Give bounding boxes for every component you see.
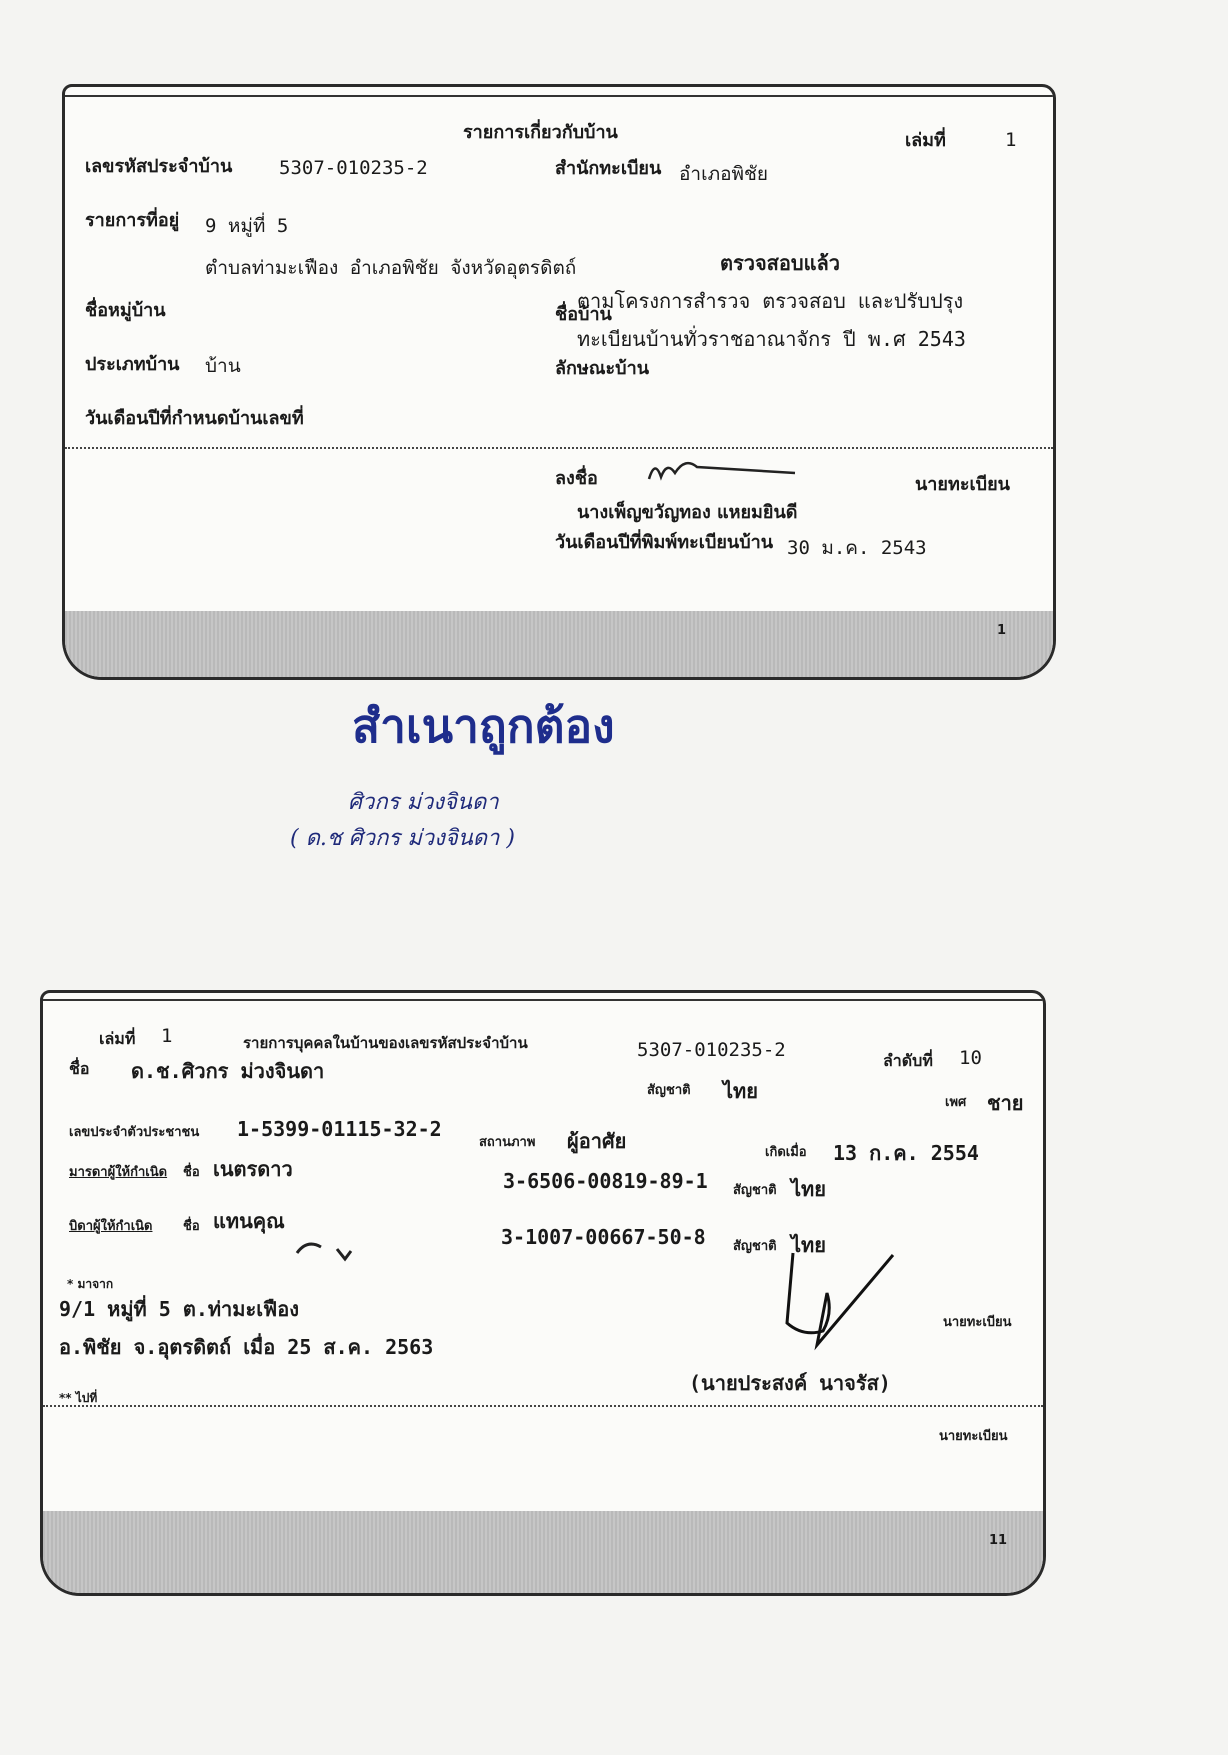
father-id: 3-1007-00667-50-8 [501, 1225, 706, 1249]
person-details-card [40, 990, 1046, 1596]
volume-label: เล่มที่ [99, 1029, 136, 1048]
moved-from-line2: อ.พิชัย จ.อุตรดิตถ์ เมื่อ 25 ส.ค. 2563 [59, 1335, 434, 1359]
registrar-name: (นายประสงค์ นาจรัส) [689, 1371, 891, 1395]
address-label: รายการที่อยู่ [85, 210, 180, 231]
sex-value: ชาย [987, 1091, 1024, 1115]
mother-nationality: ไทย [791, 1177, 826, 1201]
father-name-label: ชื่อ [183, 1219, 200, 1234]
card-dotted-divider [43, 1405, 1043, 1407]
citizen-id-label: เลขประจำตัวประชาชน [69, 1125, 200, 1140]
certifier-signature: ศิวกร ม่วงจินดา [348, 790, 499, 815]
verified-stamp-line3: ทะเบียนบ้านทั่วราชอาณาจักร ปี พ.ศ 2543 [577, 327, 966, 351]
mother-label: มารดาผู้ให้กำเนิด [69, 1165, 168, 1180]
certified-copy-stamp: สำเนาถูกต้อง [352, 699, 615, 753]
citizen-id-value: 1-5399-01115-32-2 [237, 1117, 442, 1141]
page-number: 11 [989, 1533, 1008, 1548]
nationality-value: ไทย [723, 1079, 758, 1103]
moved-from-label: * มาจาก [67, 1277, 114, 1291]
moved-to-label: ** ไปที่ [59, 1391, 98, 1405]
certifier-name: ( ด.ช ศิวกร ม่วงจินดา ) [290, 826, 515, 851]
born-label: เกิดเมื่อ [765, 1145, 807, 1160]
mother-name-label: ชื่อ [183, 1165, 200, 1180]
card-top-rule [43, 999, 1043, 1001]
volume-value: 1 [1005, 129, 1017, 151]
mother-id: 3-6506-00819-89-1 [503, 1169, 708, 1193]
village-name-label: ชื่อหมู่บ้าน [85, 300, 166, 321]
nationality-label: สัญชาติ [647, 1083, 691, 1098]
verified-stamp-line2: ตามโครงการสำรวจ ตรวจสอบ และปรับปรุง [577, 289, 964, 313]
father-name: แทนคุณ [213, 1209, 285, 1233]
registrar-label-2: นายทะเบียน [939, 1429, 1008, 1444]
card-bottom-band [65, 611, 1053, 677]
house-type-value: บ้าน [205, 355, 241, 377]
mother-name: เนตรดาว [213, 1157, 293, 1181]
house-code-value: 5307-010235-2 [637, 1039, 786, 1061]
name-label: ชื่อ [69, 1059, 90, 1078]
status-value: ผู้อาศัย [567, 1129, 627, 1153]
house-character-label: ลักษณะบ้าน [555, 358, 649, 379]
address-line2: ตำบลท่ามะเฟือง อำเภอพิชัย จังหวัดอุตรดิตถ์ [205, 257, 577, 279]
father-nationality-label: สัญชาติ [733, 1239, 777, 1254]
registrar-label: นายทะเบียน [915, 474, 1010, 495]
volume-label: เล่มที่ [905, 130, 946, 151]
print-date-label: วันเดือนปีที่พิมพ์ทะเบียนบ้าน [555, 532, 774, 553]
order-value: 10 [959, 1047, 982, 1069]
father-label: บิดาผู้ให้กำเนิด [69, 1219, 153, 1234]
address-line1: 9 หมู่ที่ 5 [205, 215, 289, 237]
number-assigned-date-label: วันเดือนปีที่กำหนดบ้านเลขที่ [85, 408, 304, 429]
person-card-title: รายการบุคคลในบ้านของเลขรหัสประจำบ้าน [243, 1034, 528, 1052]
house-type-label: ประเภทบ้าน [85, 354, 180, 375]
page-number: 1 [997, 623, 1007, 638]
registry-office-label: สำนักทะเบียน [555, 158, 662, 179]
print-date-value: 30 ม.ค. 2543 [787, 537, 927, 559]
card-bottom-band [43, 1511, 1043, 1593]
volume-value: 1 [161, 1025, 173, 1047]
mother-nationality-label: สัญชาติ [733, 1183, 777, 1198]
registry-office-value: อำเภอพิชัย [679, 163, 769, 185]
status-label: สถานภาพ [479, 1135, 536, 1150]
house-name-label: ชื่อบ้าน [555, 304, 612, 325]
registrar-name: นางเพ็ญขวัญทอง แหยมยินดี [577, 502, 798, 523]
scribble-mark [293, 1235, 363, 1263]
registrar-signature [645, 453, 805, 489]
card-dotted-divider [65, 447, 1053, 449]
verified-stamp-line1: ตรวจสอบแล้ว [720, 251, 840, 275]
house-code-label: เลขรหัสประจำบ้าน [85, 156, 233, 177]
house-card-title: รายการเกี่ยวกับบ้าน [463, 122, 618, 143]
order-label: ลำดับที่ [883, 1051, 933, 1070]
moved-from-line1: 9/1 หมู่ที่ 5 ต.ท่ามะเฟือง [59, 1297, 299, 1321]
house-code-value: 5307-010235-2 [279, 157, 428, 179]
born-value: 13 ก.ค. 2554 [833, 1141, 979, 1165]
name-value: ด.ช.ศิวกร ม่วงจินดา [131, 1059, 325, 1083]
registrar-signature [773, 1233, 923, 1353]
card-top-rule [65, 95, 1053, 97]
signature-label: ลงชื่อ [555, 468, 598, 489]
house-details-card [62, 84, 1056, 680]
sex-label: เพศ [945, 1095, 967, 1110]
registrar-label-1: นายทะเบียน [943, 1315, 1012, 1330]
father-nationality: ไทย [791, 1233, 826, 1257]
